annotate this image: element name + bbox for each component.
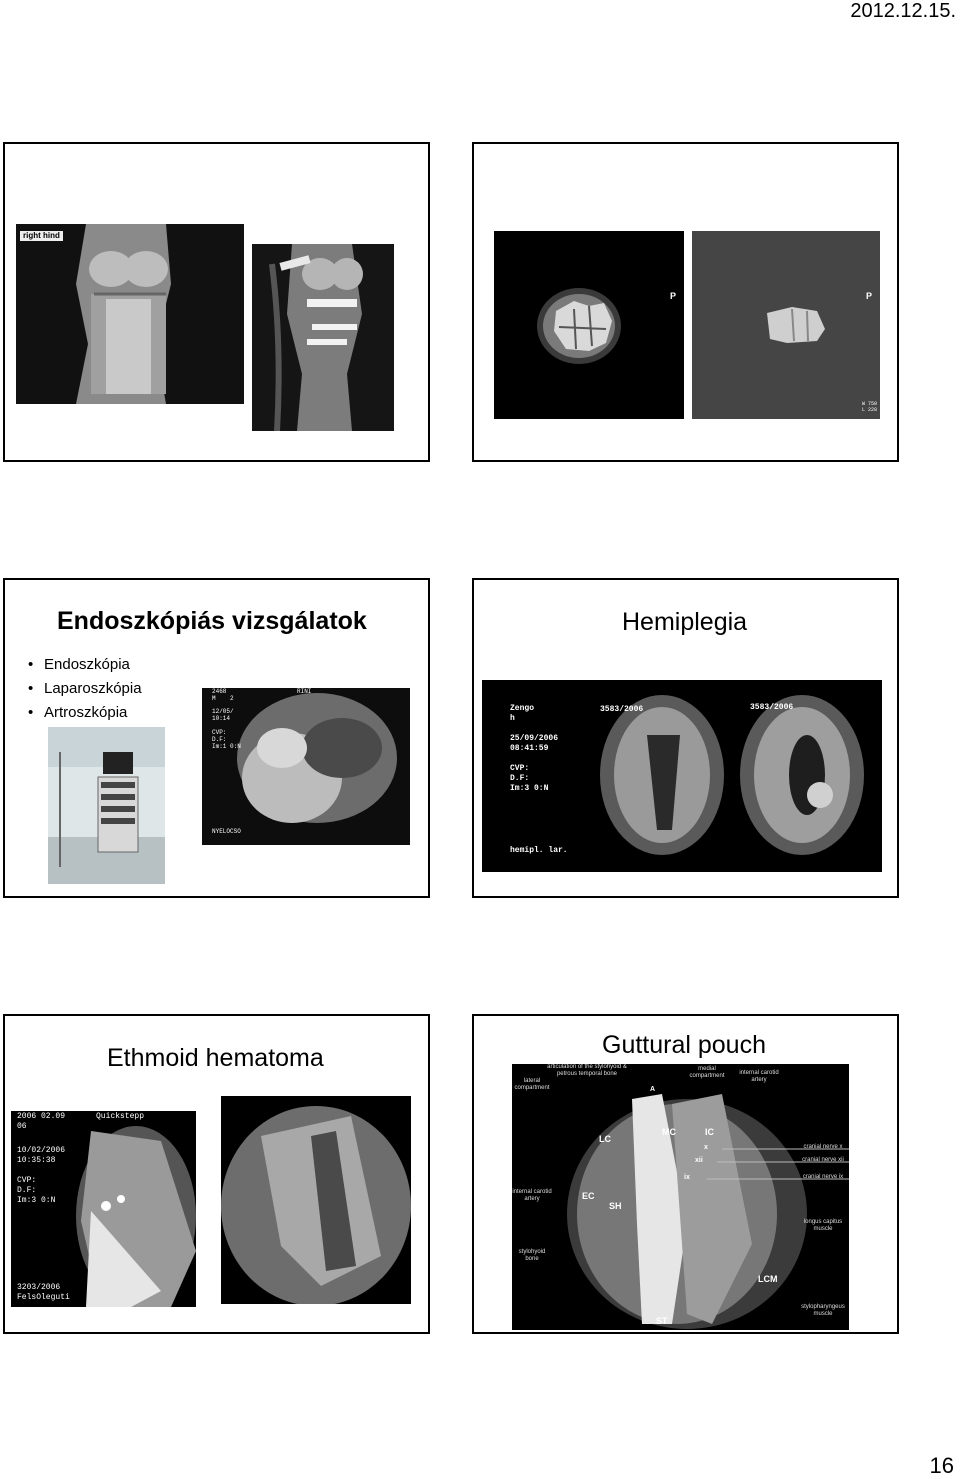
ethmoid-overlay-date: 2006 02.09: [17, 1112, 66, 1121]
ethmoid-overlay-line2: 06: [17, 1122, 27, 1131]
label-articulation: articulation of the stylohyoid & petrous temporal bone: [547, 1064, 627, 1077]
xray-label: right hind: [20, 231, 63, 241]
slide-endoscopy: [3, 578, 430, 898]
slide-title: Hemiplegia: [622, 608, 748, 636]
ethmoid-overlay-bottom: 3203/2006 FelsOleguti: [17, 1283, 70, 1302]
label-cranial-nerve-xii: cranial nerve xii: [802, 1157, 844, 1163]
marker-mc: MC: [662, 1127, 676, 1137]
label-internal-carotid-top: internal carotid artery: [739, 1070, 779, 1083]
ct-window-level: L 228: [862, 407, 878, 413]
monitor-overlay-top-right: RINI: [297, 688, 312, 695]
marker-xii: xii: [695, 1157, 703, 1164]
bullet-item: • Endoszkópia: [28, 653, 142, 677]
monitor-overlay-side: 12/05/ 10:14 CVP: D.F: Im:1 0:N: [212, 708, 241, 750]
ethmoid-endoscopy-left: [11, 1111, 196, 1307]
larynx-id-right: 3583/2006: [750, 703, 794, 712]
larynx-endoscopy-image: [482, 680, 882, 872]
marker-x: x: [704, 1144, 708, 1151]
page-number: 16: [929, 1453, 954, 1478]
marker-lc: LC: [599, 1134, 611, 1144]
ethmoid-overlay-brand: Quickstepp: [96, 1112, 145, 1121]
xray-image-left: [16, 224, 244, 404]
slide-hemiplegia: [472, 578, 899, 898]
ct-marker-right: P: [866, 291, 873, 301]
ct-image-right: [692, 231, 880, 419]
label-cranial-nerve-x: cranial nerve x: [803, 1144, 843, 1150]
monitor-overlay-bottom: NYELOCSO: [212, 828, 241, 835]
laparoscopy-monitor-image: [202, 688, 410, 845]
page-date: 2012.12.15.: [850, 0, 956, 22]
larynx-id-left: 3583/2006: [600, 705, 644, 714]
marker-ec: EC: [582, 1191, 595, 1201]
slide-title: Endoszkópiás vizsgálatok: [57, 607, 367, 635]
slide-xray-ct: [3, 142, 430, 462]
label-lateral-compartment: lateral compartment: [514, 1078, 550, 1091]
xray-image-right: [252, 244, 394, 431]
ct-marker-left: P: [670, 291, 677, 301]
slide-ct: [472, 142, 899, 462]
marker-ic: IC: [705, 1127, 714, 1137]
monitor-overlay-top: 2468 M 2: [212, 688, 234, 702]
slide-guttural-pouch: [472, 1014, 899, 1334]
ct-image-left: [494, 231, 684, 419]
ethmoid-endoscopy-right: [221, 1096, 411, 1304]
bullet-item: • Laparoszkópia: [28, 677, 142, 701]
ct-window-width: W 750: [862, 401, 878, 407]
label-cranial-nerve-ix: cranial nerve ix: [802, 1174, 844, 1180]
label-stylohyoid-bone: stylohyoid bone: [518, 1249, 546, 1262]
endoscopy-tower-photo: [48, 727, 165, 884]
label-internal-carotid-left: internal carotid artery: [512, 1189, 552, 1202]
label-stylopharyngeus: stylopharyngeus muscle: [801, 1304, 845, 1317]
larynx-overlay-left: Zengo h 25/09/2006 08:41:59 CVP: D.F: Im:3 0:N: [510, 704, 559, 793]
slide-title: Guttural pouch: [602, 1031, 766, 1059]
guttural-pouch-anatomy-image: [512, 1064, 849, 1330]
slide-ethmoid: [3, 1014, 430, 1334]
marker-ix: ix: [684, 1174, 690, 1181]
label-medial-compartment: medial compartment: [689, 1066, 725, 1079]
marker-lcm: LCM: [758, 1274, 778, 1284]
bullet-item: • Artroszkópia: [28, 701, 142, 725]
larynx-bottom-label: hemipl. lar.: [510, 846, 568, 855]
marker-a: A: [650, 1086, 656, 1093]
bullet-list: [28, 653, 142, 725]
marker-sh: SH: [609, 1201, 622, 1211]
slide-title: Ethmoid hematoma: [107, 1044, 324, 1072]
label-longus-capitus: longus capitus muscle: [803, 1219, 843, 1232]
marker-st: ST: [656, 1316, 668, 1326]
ethmoid-overlay-side: 10/02/2006 10:35:38 CVP: D.F: Im:3 0:N: [17, 1146, 66, 1205]
